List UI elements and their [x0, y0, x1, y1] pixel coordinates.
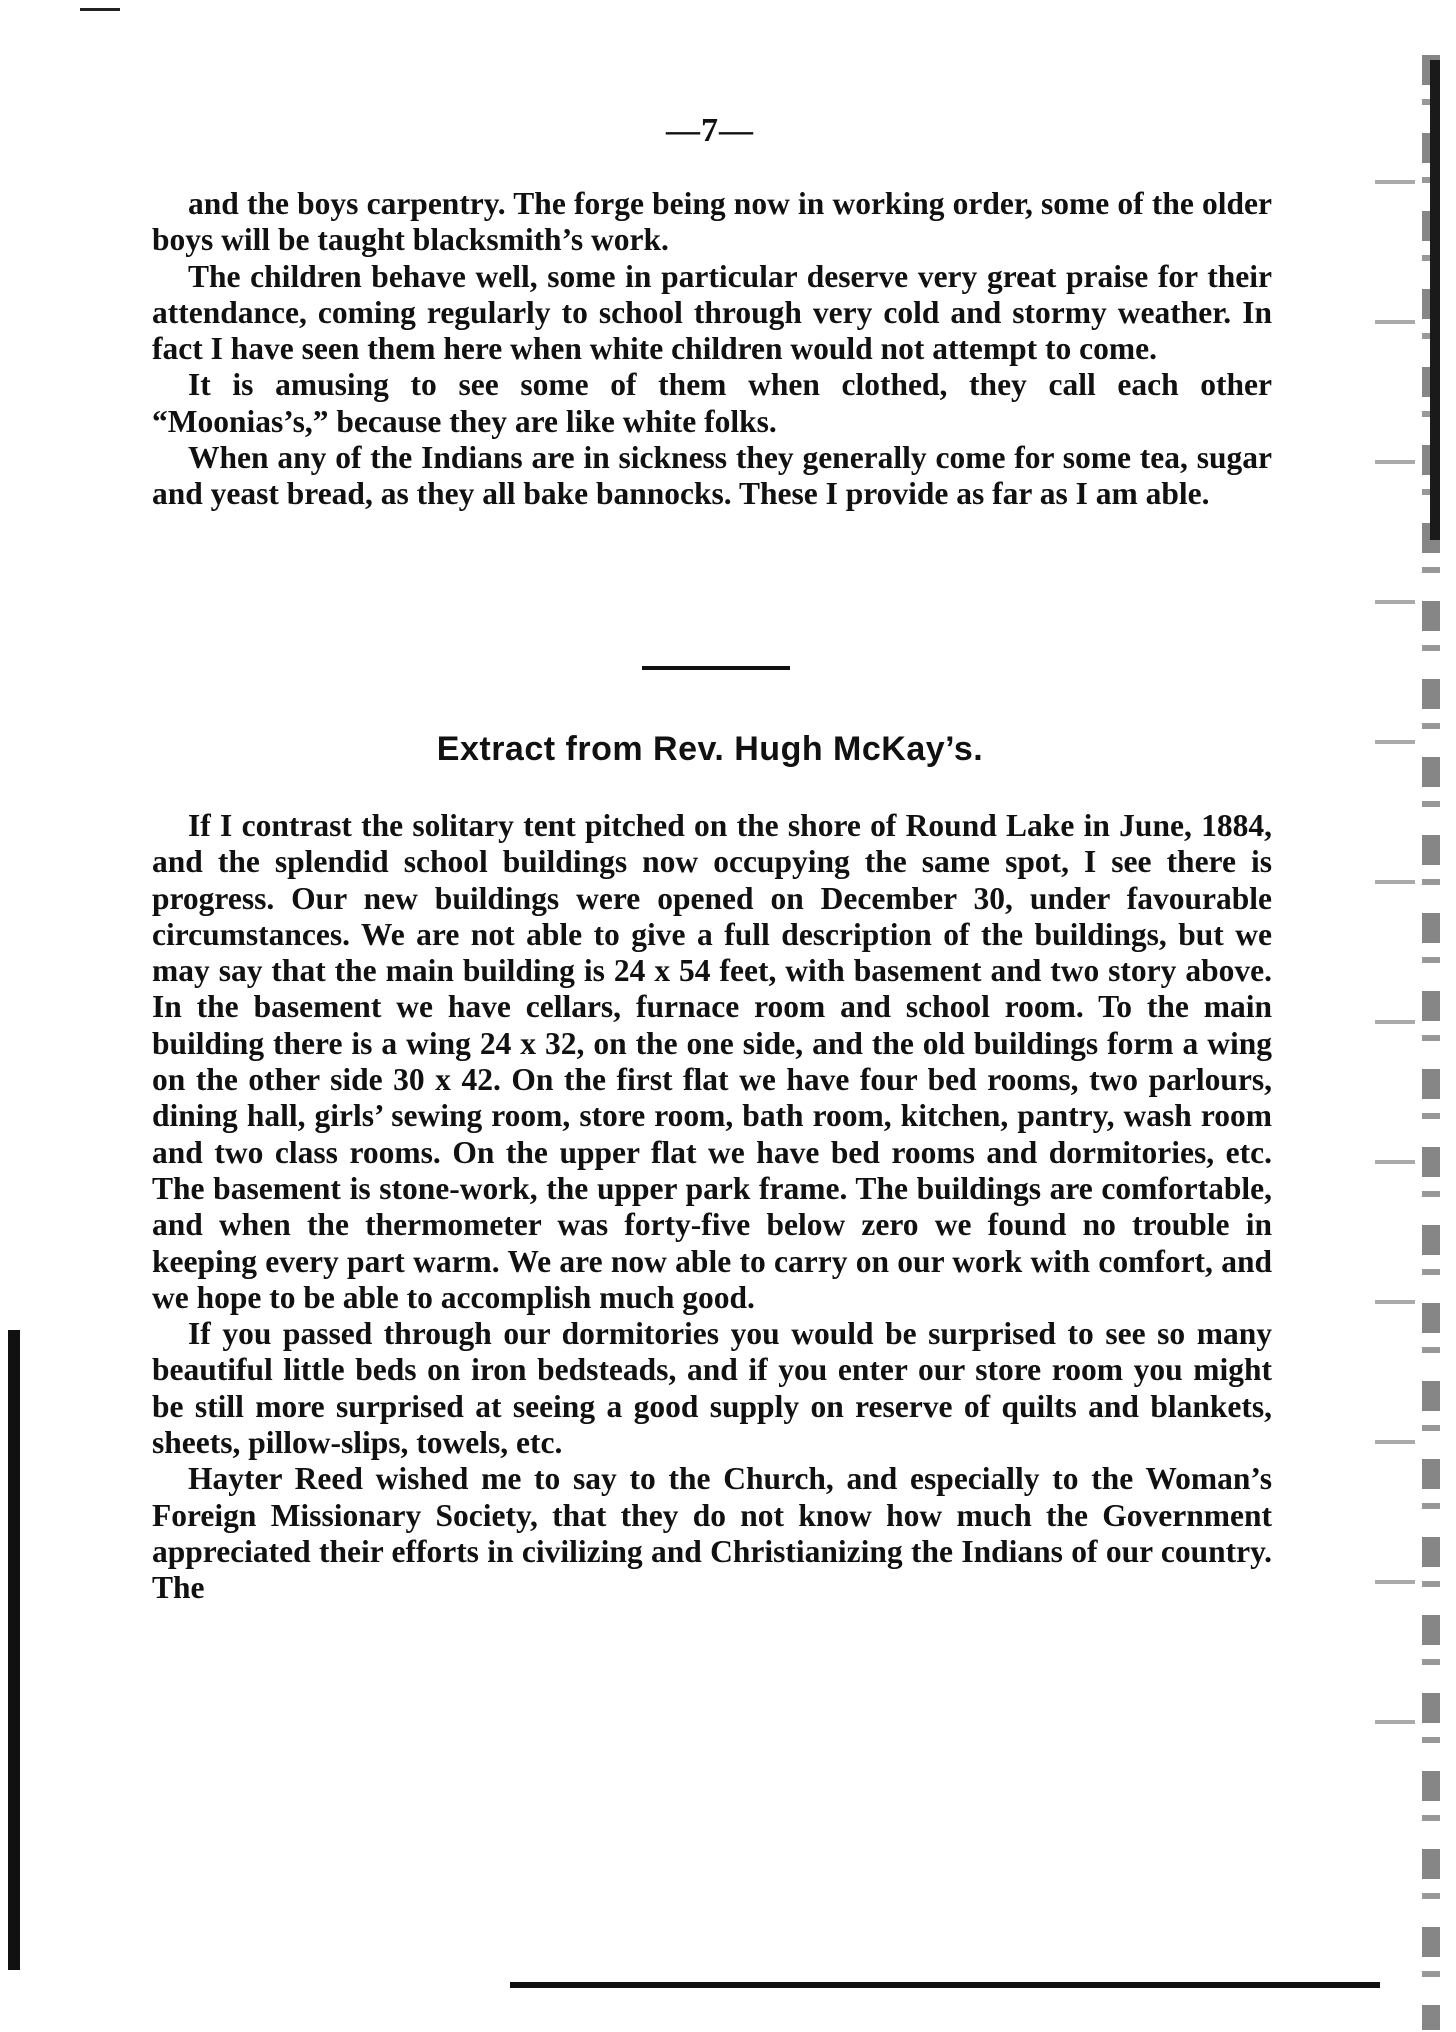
- paragraph: When any of the Indians are in sickness they generally come for some tea, sugar and yeast bread, as they all bake bannocks. These I provide as far as I am able.: [152, 440, 1272, 512]
- paragraph: and the boys carpentry. The forge being now in working order, some of the older boys will be taught blacksmith’s work.: [152, 186, 1272, 258]
- section-heading: Extract from Rev. Hugh McKay’s.: [436, 730, 984, 768]
- extract-text-block: [152, 808, 1272, 1607]
- paragraph: It is amusing to see some of them when clothed, they call each other “Moonias’s,” because they are like white folks.: [152, 367, 1272, 439]
- paragraph: If you passed through our dormitories you would be surprised to see so many beautiful little beds on iron bedsteads, and if you enter our store room you might be still more surprised at seeing a good supply on reserve of quilts and blankets, sheets, pillow-slips, towels, etc.: [152, 1316, 1272, 1461]
- paragraph: If I contrast the solitary tent pitched on the shore of Round Lake in June, 1884, and the splendid school buildings now occupying the same spot, I see there is progress. Our new buildings were opened on December 30, under favourable circumstances. We are not able to give a full description of the buildings, but we may say that the main building is 24 x 54 feet, with basement and two story above. In the basement we have cellars, furnace room and school room. To the main building there is a wing 24 x 32, on the one side, and the old buildings form a wing on the other side 30 x 42. On the first flat we have four bed rooms, two parlours, dining hall, girls’ sewing room, store room, bath room, kitchen, pantry, wash room and two class rooms. On the upper flat we have bed rooms and dormitories, etc. The basement is stone-work, the upper park frame. The buildings are comfortable, and when the thermometer was forty-five below zero we found no trouble in keeping every part warm. We are now able to carry on our work with comfort, and we hope to be able to accomplish much good.: [152, 808, 1272, 1315]
- scan-left-edge: [8, 1330, 20, 1970]
- scan-edge-specks: [1375, 120, 1415, 1820]
- opening-text-block: [152, 186, 1272, 513]
- scan-binding-shadow: [1430, 60, 1440, 540]
- section-divider: [642, 666, 790, 670]
- scan-bottom-rule: [510, 1982, 1380, 1988]
- paragraph: The children behave well, some in particular deserve very great praise for their attendance, coming regularly to school through very cold and stormy weather. In fact I have seen them here when white children would not attempt to come.: [152, 258, 1272, 367]
- page-number: —7—: [666, 112, 754, 149]
- paragraph: Hayter Reed wished me to say to the Church, and especially to the Woman’s Foreign Missionary Society, that they do not know how much the Government appreciated their efforts in civilizing and Christianizing the Indians of our country. The: [152, 1461, 1272, 1606]
- scan-top-mark: [80, 8, 120, 11]
